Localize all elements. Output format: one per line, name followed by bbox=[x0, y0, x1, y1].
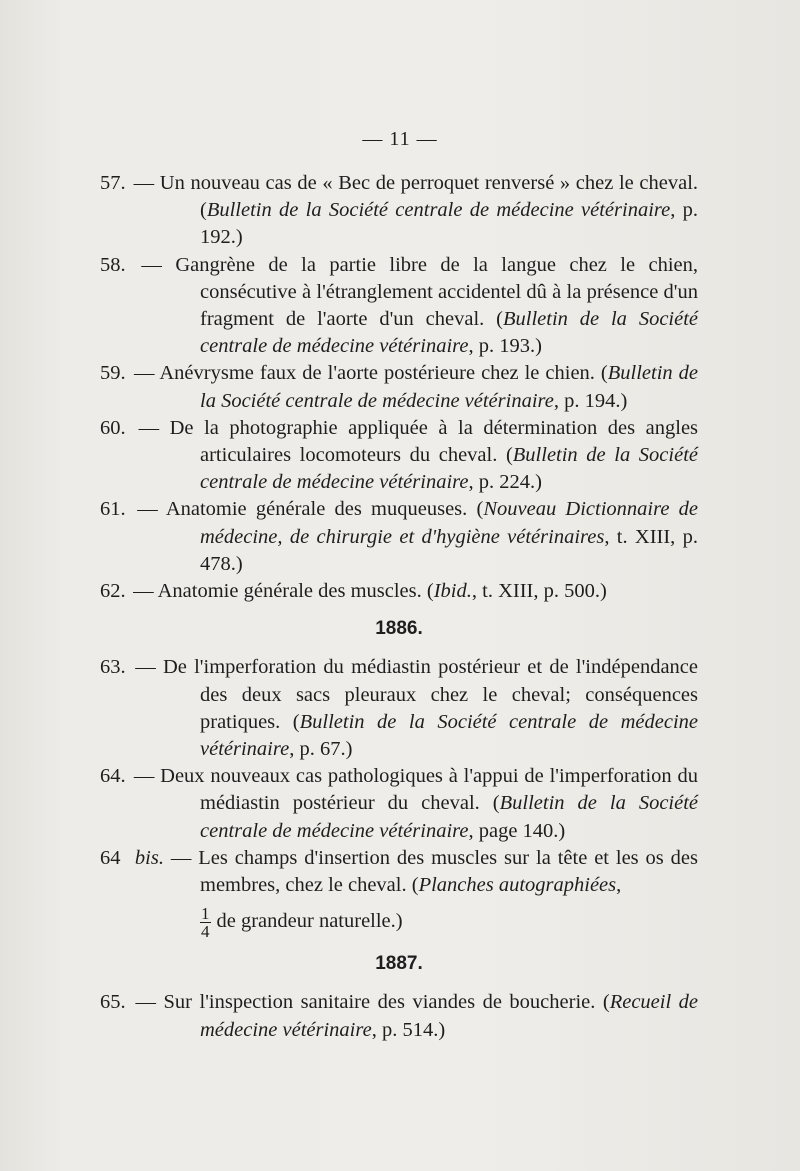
entry-61: 61. — Anatomie générale des muqueuses. (Nouveau Dictionnaire de médecine, de chirurgie et d'hygiène vétérinaires, t. XIII, p. 478.) bbox=[100, 498, 698, 575]
fraction-line bbox=[200, 905, 698, 940]
entry-62: 62. — Anatomie générale des muscles. (Ibid., t. XIII, p. 500.) bbox=[100, 578, 698, 605]
entry-63: 63. — De l'imperforation du médiastin postérieur et de l'indépendance des deux sacs pleuraux chez le cheval; conséquences pratiques. (Bulletin de la Société centrale de médecine vétérinaire, p. 67.) bbox=[100, 656, 698, 761]
entry-64-bis: 64 bis. — Les champs d'insertion des muscles sur la tête et les os des membres, chez le cheval. (Planches autographiées, $\frac{1}{4}$ de grandeur naturelle.) bbox=[100, 846, 699, 942]
entry-number: 57. bbox=[100, 172, 126, 194]
entry-number: 58. bbox=[100, 253, 126, 276]
entry-source: Bulletin de la Société centrale de médecine vétérinaire bbox=[200, 792, 699, 842]
fraction-text: de grandeur naturelle.) bbox=[216, 910, 403, 933]
entry-text: Un nouveau cas de « Bec de perroquet renversé » chez le cheval. ( bbox=[159, 172, 699, 222]
entry-57: 57. — Un nouveau cas de « Bec de perroquet renversé » chez le cheval. (Bulletin de la Société centrale de médecine vétérinaire, p. 192.) bbox=[100, 172, 699, 249]
entry-text: Sur l'inspection sanitaire des viandes de boucherie. ( bbox=[163, 991, 610, 1014]
entry-number: 64 bbox=[100, 846, 121, 869]
fraction-denominator: 4 bbox=[201, 922, 210, 942]
fraction bbox=[200, 905, 211, 940]
entry-text: Anévrysme faux de l'aorte postérieure chez le chien. ( bbox=[159, 362, 608, 385]
entry-number: 62. bbox=[100, 580, 126, 603]
bibliography-list bbox=[100, 170, 698, 1044]
entry-64: 64. — Deux nouveaux cas pathologiques à l'appui de l'imperforation du médiastin postérieur du cheval. (Bulletin de la Société centrale de médecine vétérinaire, page 140.) bbox=[100, 765, 699, 842]
entry-source: Ibid. bbox=[433, 580, 472, 603]
entry-number: 64. bbox=[100, 765, 126, 788]
entry-text: Anatomie générale des muqueuses. ( bbox=[165, 498, 484, 521]
entry-text: De la photographie appliquée à la détermination des angles articulaires locomoteurs du cheval. ( bbox=[169, 416, 699, 467]
entry-number: 61. bbox=[100, 498, 126, 521]
entry-source: Bulletin de la Société centrale de médecine vétérinaire bbox=[200, 710, 698, 761]
page-number: — 11 — bbox=[362, 128, 438, 150]
year-heading-1886: 1886. bbox=[375, 618, 423, 640]
entry-source: Planches autographiées bbox=[418, 874, 617, 897]
entry-number: 63. bbox=[100, 656, 126, 679]
entry-text: Les champs d'insertion des muscles sur la tête et les os des membres, chez le cheval. ( bbox=[198, 846, 699, 897]
entry-text: Gangrène de la partie libre de la langue chez le chien, consécutive à l'étranglement accidentel dû à la présence d'un fragment de l'aorte d'un cheval. ( bbox=[175, 253, 699, 331]
entry-source: Bulletin de la Société centrale de médecine vétérinaire bbox=[200, 362, 698, 412]
entry-60: 60. — De la photographie appliquée à la détermination des angles articulaires locomoteurs du cheval. (Bulletin de la Société centrale de médecine vétérinaire, p. 224.) bbox=[100, 416, 699, 494]
entry-number: 65. bbox=[100, 991, 126, 1014]
entry-number: 59. bbox=[100, 362, 126, 385]
entry-number: 60. bbox=[100, 416, 126, 439]
entry-source: Nouveau Dictionnaire de médecine, de chirurgie et d'hygiène vétérinaires bbox=[200, 498, 698, 548]
entry-source: Recueil de médecine vétérinaire bbox=[200, 991, 699, 1041]
entry-source: Bulletin de la Société centrale de médecine vétérinaire bbox=[206, 199, 671, 222]
entry-text: Anatomie générale des muscles. ( bbox=[157, 580, 434, 603]
entry-65: 65. — Sur l'inspection sanitaire des viandes de boucherie. (Recueil de médecine vétérinaire, p. 514.) bbox=[100, 991, 699, 1041]
entry-source: Bulletin de la Société centrale de médecine vétérinaire bbox=[200, 308, 699, 358]
entry-source: Bulletin de la Société centrale de médecine vétérinaire bbox=[200, 444, 698, 494]
entry-59: 59. — Anévrysme faux de l'aorte postérieure chez le chien. (Bulletin de la Société centrale de médecine vétérinaire, p. 194.) bbox=[100, 362, 698, 412]
year-heading-1887: 1887. bbox=[375, 953, 423, 975]
entry-58: 58. — Gangrène de la partie libre de la langue chez le chien, consécutive à l'étranglement accidentel dû à la présence d'un fragment de l'aorte d'un cheval. (Bulletin de la Société centrale de médecine vétérinaire, p. 193.) bbox=[100, 253, 699, 358]
entry-bis-label: bis. bbox=[134, 846, 164, 869]
entry-text: De l'imperforation du médiastin postérieur et de l'indépendance des deux sacs pleuraux chez le cheval; conséquences pratiques. ( bbox=[162, 656, 698, 733]
fraction-numerator: 1 bbox=[201, 904, 210, 924]
entry-text: Deux nouveaux cas pathologiques à l'appui de l'imperforation du médiastin postérieur du cheval. ( bbox=[160, 765, 699, 815]
